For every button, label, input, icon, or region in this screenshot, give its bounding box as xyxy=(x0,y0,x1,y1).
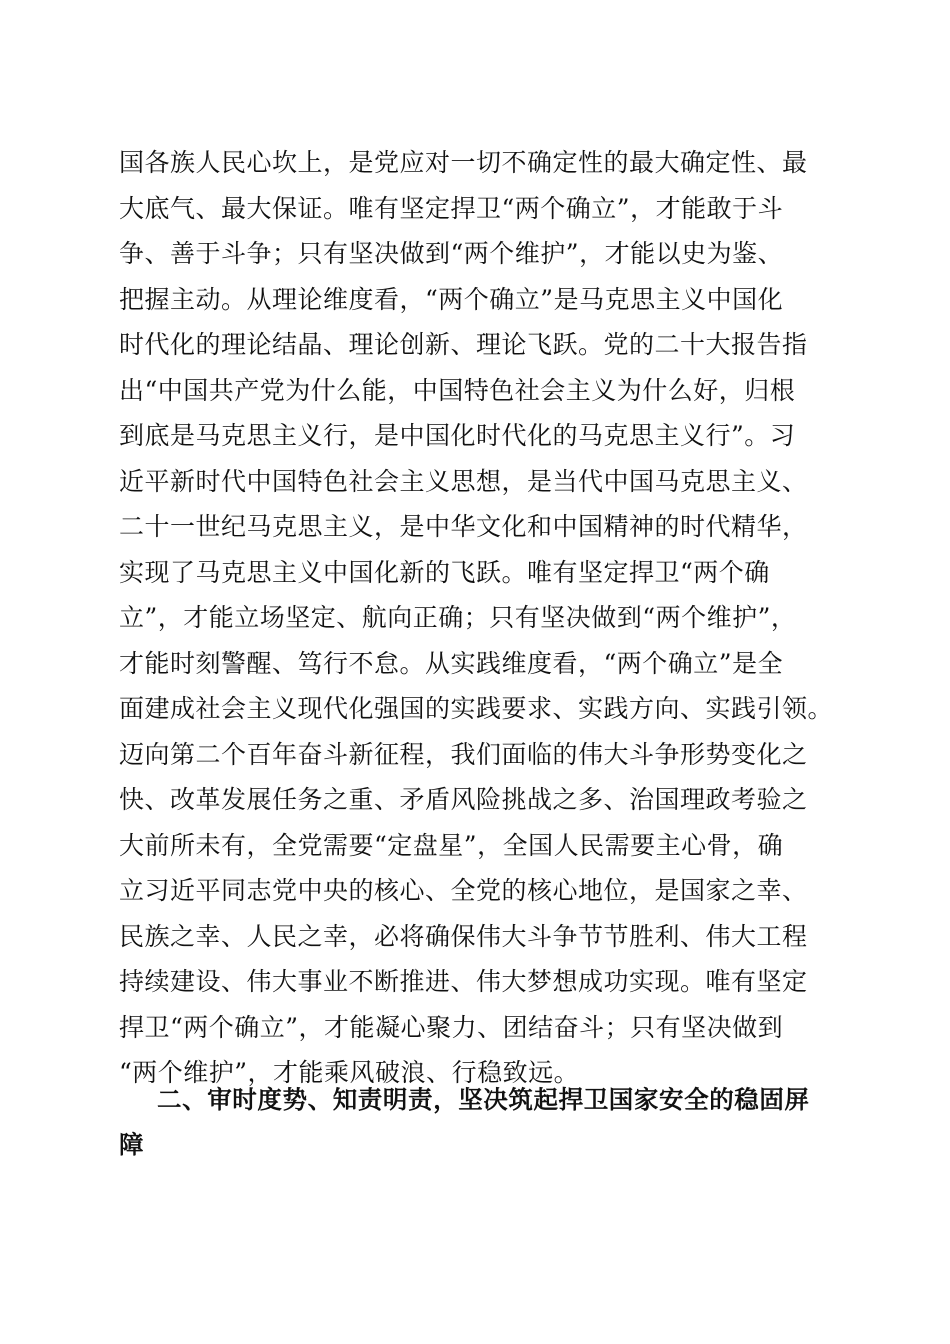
paragraph-line: 时代化的理论结晶、理论创新、理论飞跃。党的二十大报告指 xyxy=(119,330,808,359)
paragraph-line: 立习近平同志党中央的核心、全党的核心地位，是国家之幸、 xyxy=(119,876,808,905)
paragraph-line: 争、善于斗争；只有坚决做到“两个维护”，才能以史为鉴、 xyxy=(119,239,784,268)
body-paragraph xyxy=(119,140,839,1096)
paragraph-line: 出“中国共产党为什么能，中国特色社会主义为什么好，归根 xyxy=(119,375,796,405)
paragraph-line: 捍卫“两个确立”，才能凝心聚力、团结奋斗；只有坚决做到 xyxy=(119,1012,784,1042)
paragraph-line: 快、改革发展任务之重、矛盾风险挑战之多、治国理政考验之 xyxy=(119,785,808,814)
paragraph-line: 到底是马克思主义行，是中国化时代化的马克思主义行”。习 xyxy=(119,421,796,450)
paragraph-line: 才能时刻警醒、笃行不怠。从实践维度看，“两个确立”是全 xyxy=(119,648,784,678)
paragraph-line: 二十一世纪马克思主义，是中华文化和中国精神的时代精华， xyxy=(119,512,808,541)
paragraph-line: 大前所未有，全党需要“定盘星”，全国人民需要主心骨，确 xyxy=(119,830,784,860)
paragraph-line: 实现了马克思主义中国化新的飞跃。唯有坚定捍卫“两个确 xyxy=(119,557,770,587)
paragraph-line: 民族之幸、人民之幸，必将确保伟大斗争节节胜利、伟大工程 xyxy=(119,921,808,951)
section-heading-line: 二、审时度势、知责明责，坚决筑起捍卫国家安全的稳固屏 xyxy=(157,1085,810,1114)
paragraph-line: “两个维护”，才能乘风破浪、行稳致远。 xyxy=(119,1058,580,1087)
paragraph-line: 迈向第二个百年奋斗新征程，我们面临的伟大斗争形势变化之 xyxy=(119,739,808,769)
paragraph-line: 面建成社会主义现代化强国的实践要求、实践方向、实践引领。 xyxy=(119,694,834,723)
paragraph-line: 大底气、最大保证。唯有坚定捍卫“两个确立”，才能敢于斗 xyxy=(119,193,784,223)
section-heading-line: 障 xyxy=(119,1130,145,1159)
section-heading xyxy=(119,1077,839,1167)
paragraph-line: 国各族人民心坎上，是党应对一切不确定性的最大确定性、最 xyxy=(119,148,808,177)
paragraph-line: 近平新时代中国特色社会主义思想，是当代中国马克思主义、 xyxy=(119,466,808,496)
paragraph-line: 把握主动。从理论维度看，“两个确立”是马克思主义中国化 xyxy=(119,284,784,314)
paragraph-line: 立”，才能立场坚定、航向正确；只有坚决做到“两个维护”， xyxy=(119,603,797,632)
paragraph-line: 持续建设、伟大事业不断推进、伟大梦想成功实现。唯有坚定 xyxy=(119,967,808,996)
